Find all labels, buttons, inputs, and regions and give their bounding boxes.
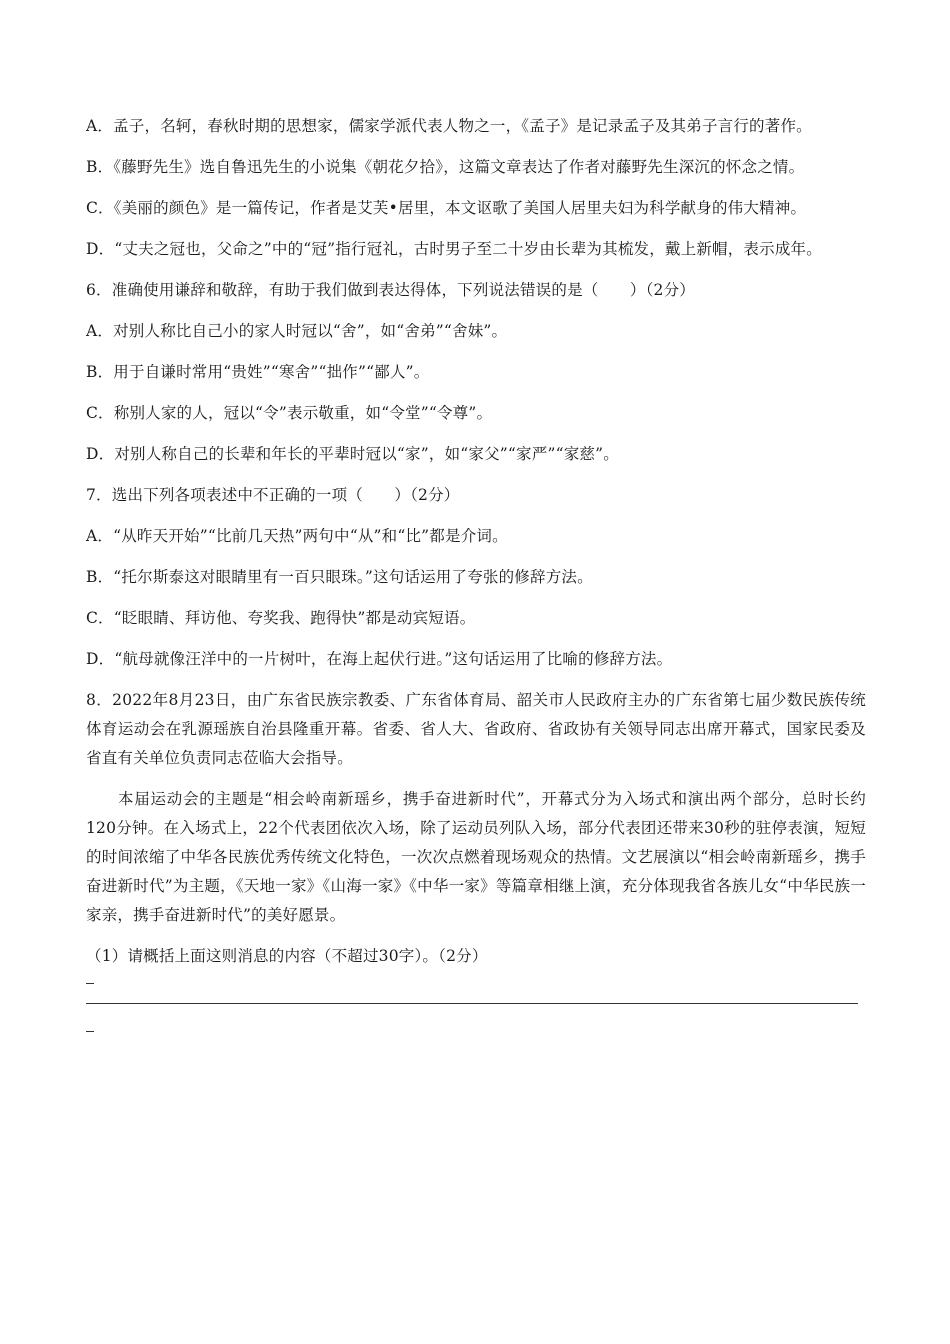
q8-news-paragraph-2: 本届运动会的主题是“相会岭南新瑶乡，携手奋进新时代”，开幕式分为入场式和演出两个部分，总时长约120分钟。在入场式上，22个代表团依次入场，除了运动员列队入场，部分代表团还带来30秒的驻停表演，短短的时间浓缩了中华各民族优秀传统文化特色，一次次点燃着现场观众的热情。文艺展演以“相会岭南新瑶乡，携手奋进新时代”为主题，《天地一家》《山海一家》《中华一家》等篇章相继上演，充分体现我省各族儿女“中华民族一家亲，携手奋进新时代”的美好愿景。 bbox=[86, 790, 866, 924]
q6-option-b: B．用于自谦时常用“贵姓”“寒舍”“拙作”“鄙人”。 bbox=[86, 363, 430, 381]
q6-option-c: C．称别人家的人，冠以“令”表示敬重，如“令堂”“令尊”。 bbox=[86, 404, 493, 422]
exam-page bbox=[86, 112, 866, 1053]
q8-subquestion-1: （1）请概括上面这则消息的内容（不超过30字）。（2分） bbox=[86, 947, 488, 965]
q5-option-b: B．《藤野先生》选自鲁迅先生的小说集《朝花夕拾》，这篇文章表达了作者对藤野先生深沉的怀念之情。 bbox=[86, 158, 805, 176]
q7-option-b: B．“托尔斯泰这对眼睛里有一百只眼珠。”这句话运用了夸张的修辞方法。 bbox=[86, 568, 593, 586]
q5-option-d: D．“丈夫之冠也，父命之”中的“冠”指行冠礼，古时男子至二十岁由长辈为其梳发，戴上新帽，表示成年。 bbox=[86, 240, 822, 258]
answer-area[interactable] bbox=[86, 983, 866, 1053]
answer-line-end-mark bbox=[86, 1031, 94, 1032]
q5-option-c: C．《美丽的颜色》是一篇传记，作者是艾芙•居里，本文讴歌了美国人居里夫妇为科学献身的伟大精神。 bbox=[86, 199, 807, 217]
q7-stem: 7．选出下列各项表述中不正确的一项（ ）（2分） bbox=[86, 486, 460, 504]
q7-option-c: C．“眨眼睛、拜访他、夸奖我、跑得快”都是动宾短语。 bbox=[86, 609, 476, 627]
q6-option-d: D．对别人称自己的长辈和年长的平辈时冠以“家”，如“家父”“家严”“家慈”。 bbox=[86, 445, 619, 463]
answer-line bbox=[86, 1003, 858, 1004]
q7-option-a: A．“从昨天开始”“比前几天热”两句中“从”和“比”都是介词。 bbox=[86, 527, 508, 545]
answer-line-start-mark bbox=[86, 983, 94, 984]
q6-stem: 6．准确使用谦辞和敬辞，有助于我们做到表达得体，下列说法错误的是（ ）（2分） bbox=[86, 281, 695, 299]
q5-option-a: A．孟子，名轲，春秋时期的思想家，儒家学派代表人物之一，《孟子》是记录孟子及其弟子言行的著作。 bbox=[86, 117, 812, 135]
q6-option-a: A．对别人称比自己小的家人时冠以“舍”，如“舍弟”“舍妹”。 bbox=[86, 322, 508, 340]
q8-news-paragraph-1: 8．2022年8月23日，由广东省民族宗教委、广东省体育局、韶关市人民政府主办的广东省第七届少数民族传统体育运动会在乳源瑶族自治县隆重开幕。省委、省人大、省政府、省政协有关领导同志出席开幕式，国家民委及省直有关单位负责同志莅临大会指导。 bbox=[86, 691, 866, 767]
q7-option-d: D．“航母就像汪洋中的一片树叶，在海上起伏行进。”这句话运用了比喻的修辞方法。 bbox=[86, 650, 673, 668]
